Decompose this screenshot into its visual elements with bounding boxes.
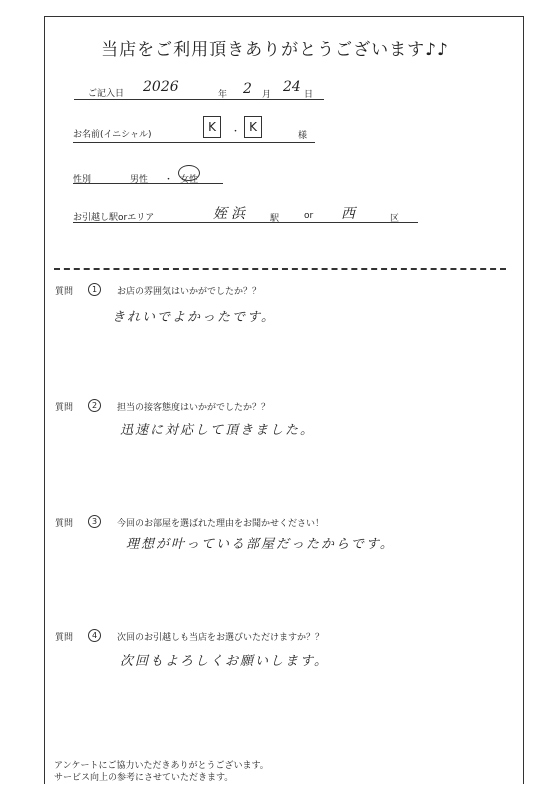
gender-selection-circle	[178, 165, 200, 181]
name-underline	[73, 142, 315, 143]
question1-text: お店の雰囲気はいかがでしたか？？	[117, 287, 262, 297]
area-station-value: 姪浜	[213, 206, 249, 222]
area-station-unit: 駅	[270, 214, 280, 224]
date-day-unit: 日	[304, 90, 314, 100]
date-month-value: 2	[243, 81, 252, 97]
question1-answer: きれいでよかったです。	[112, 310, 276, 325]
gender-male: 男性	[130, 175, 149, 185]
question1-label: 質問	[55, 287, 74, 297]
area-label: お引越し駅orエリア	[73, 213, 155, 223]
gender-female: 女性	[180, 175, 199, 185]
gender-dot: ・	[164, 175, 174, 185]
area-underline	[73, 222, 418, 223]
date-month-unit: 月	[262, 90, 272, 100]
date-year-unit: 年	[218, 90, 228, 100]
question2-label: 質問	[55, 403, 74, 413]
date-underline	[74, 99, 324, 100]
page-title: 当店をご利用頂きありがとうございます♪♪	[101, 40, 449, 60]
footer-line2: サービス向上の参考にさせていただきます。	[54, 773, 234, 783]
gender-underline	[73, 183, 223, 184]
area-ward-value: 西	[341, 206, 355, 222]
question3-label: 質問	[55, 519, 74, 529]
area-ward-unit: 区	[390, 214, 400, 224]
question2-text: 担当の接客態度はいかがでしたか？？	[117, 403, 271, 413]
name-honorific: 様	[298, 131, 308, 141]
question2-answer: 迅速に対応して頂きました。	[120, 423, 316, 438]
date-day-value: 24	[283, 79, 301, 95]
name-separator: ・	[231, 127, 241, 137]
footer-line1: アンケートにご協力いただきありがとうございます。	[54, 761, 269, 771]
name-initial1-box: K	[203, 116, 221, 138]
name-initial2-box: K	[244, 116, 262, 138]
question2-number: 2	[88, 399, 101, 412]
question4-label: 質問	[55, 633, 74, 643]
question3-number: 3	[88, 515, 101, 528]
name-label: お名前(イニシャル)	[73, 130, 152, 140]
question4-answer: 次回もよろしくお願いします。	[120, 654, 329, 669]
question4-number: 4	[88, 629, 101, 642]
gender-label: 性別	[73, 175, 92, 185]
question4-text: 次回のお引越しも当店をお選びいただけますか？？	[117, 633, 325, 643]
question1-number: 1	[88, 283, 101, 296]
question3-answer: 理想が叶っている部屋だったからです。	[126, 537, 395, 552]
section-divider	[54, 268, 506, 270]
question3-text: 今回のお部屋を選ばれた理由をお聞かせください！	[117, 519, 325, 529]
date-year-value: 2026	[143, 79, 179, 95]
date-label: ご記入日	[88, 89, 125, 99]
area-or: or	[304, 211, 314, 221]
